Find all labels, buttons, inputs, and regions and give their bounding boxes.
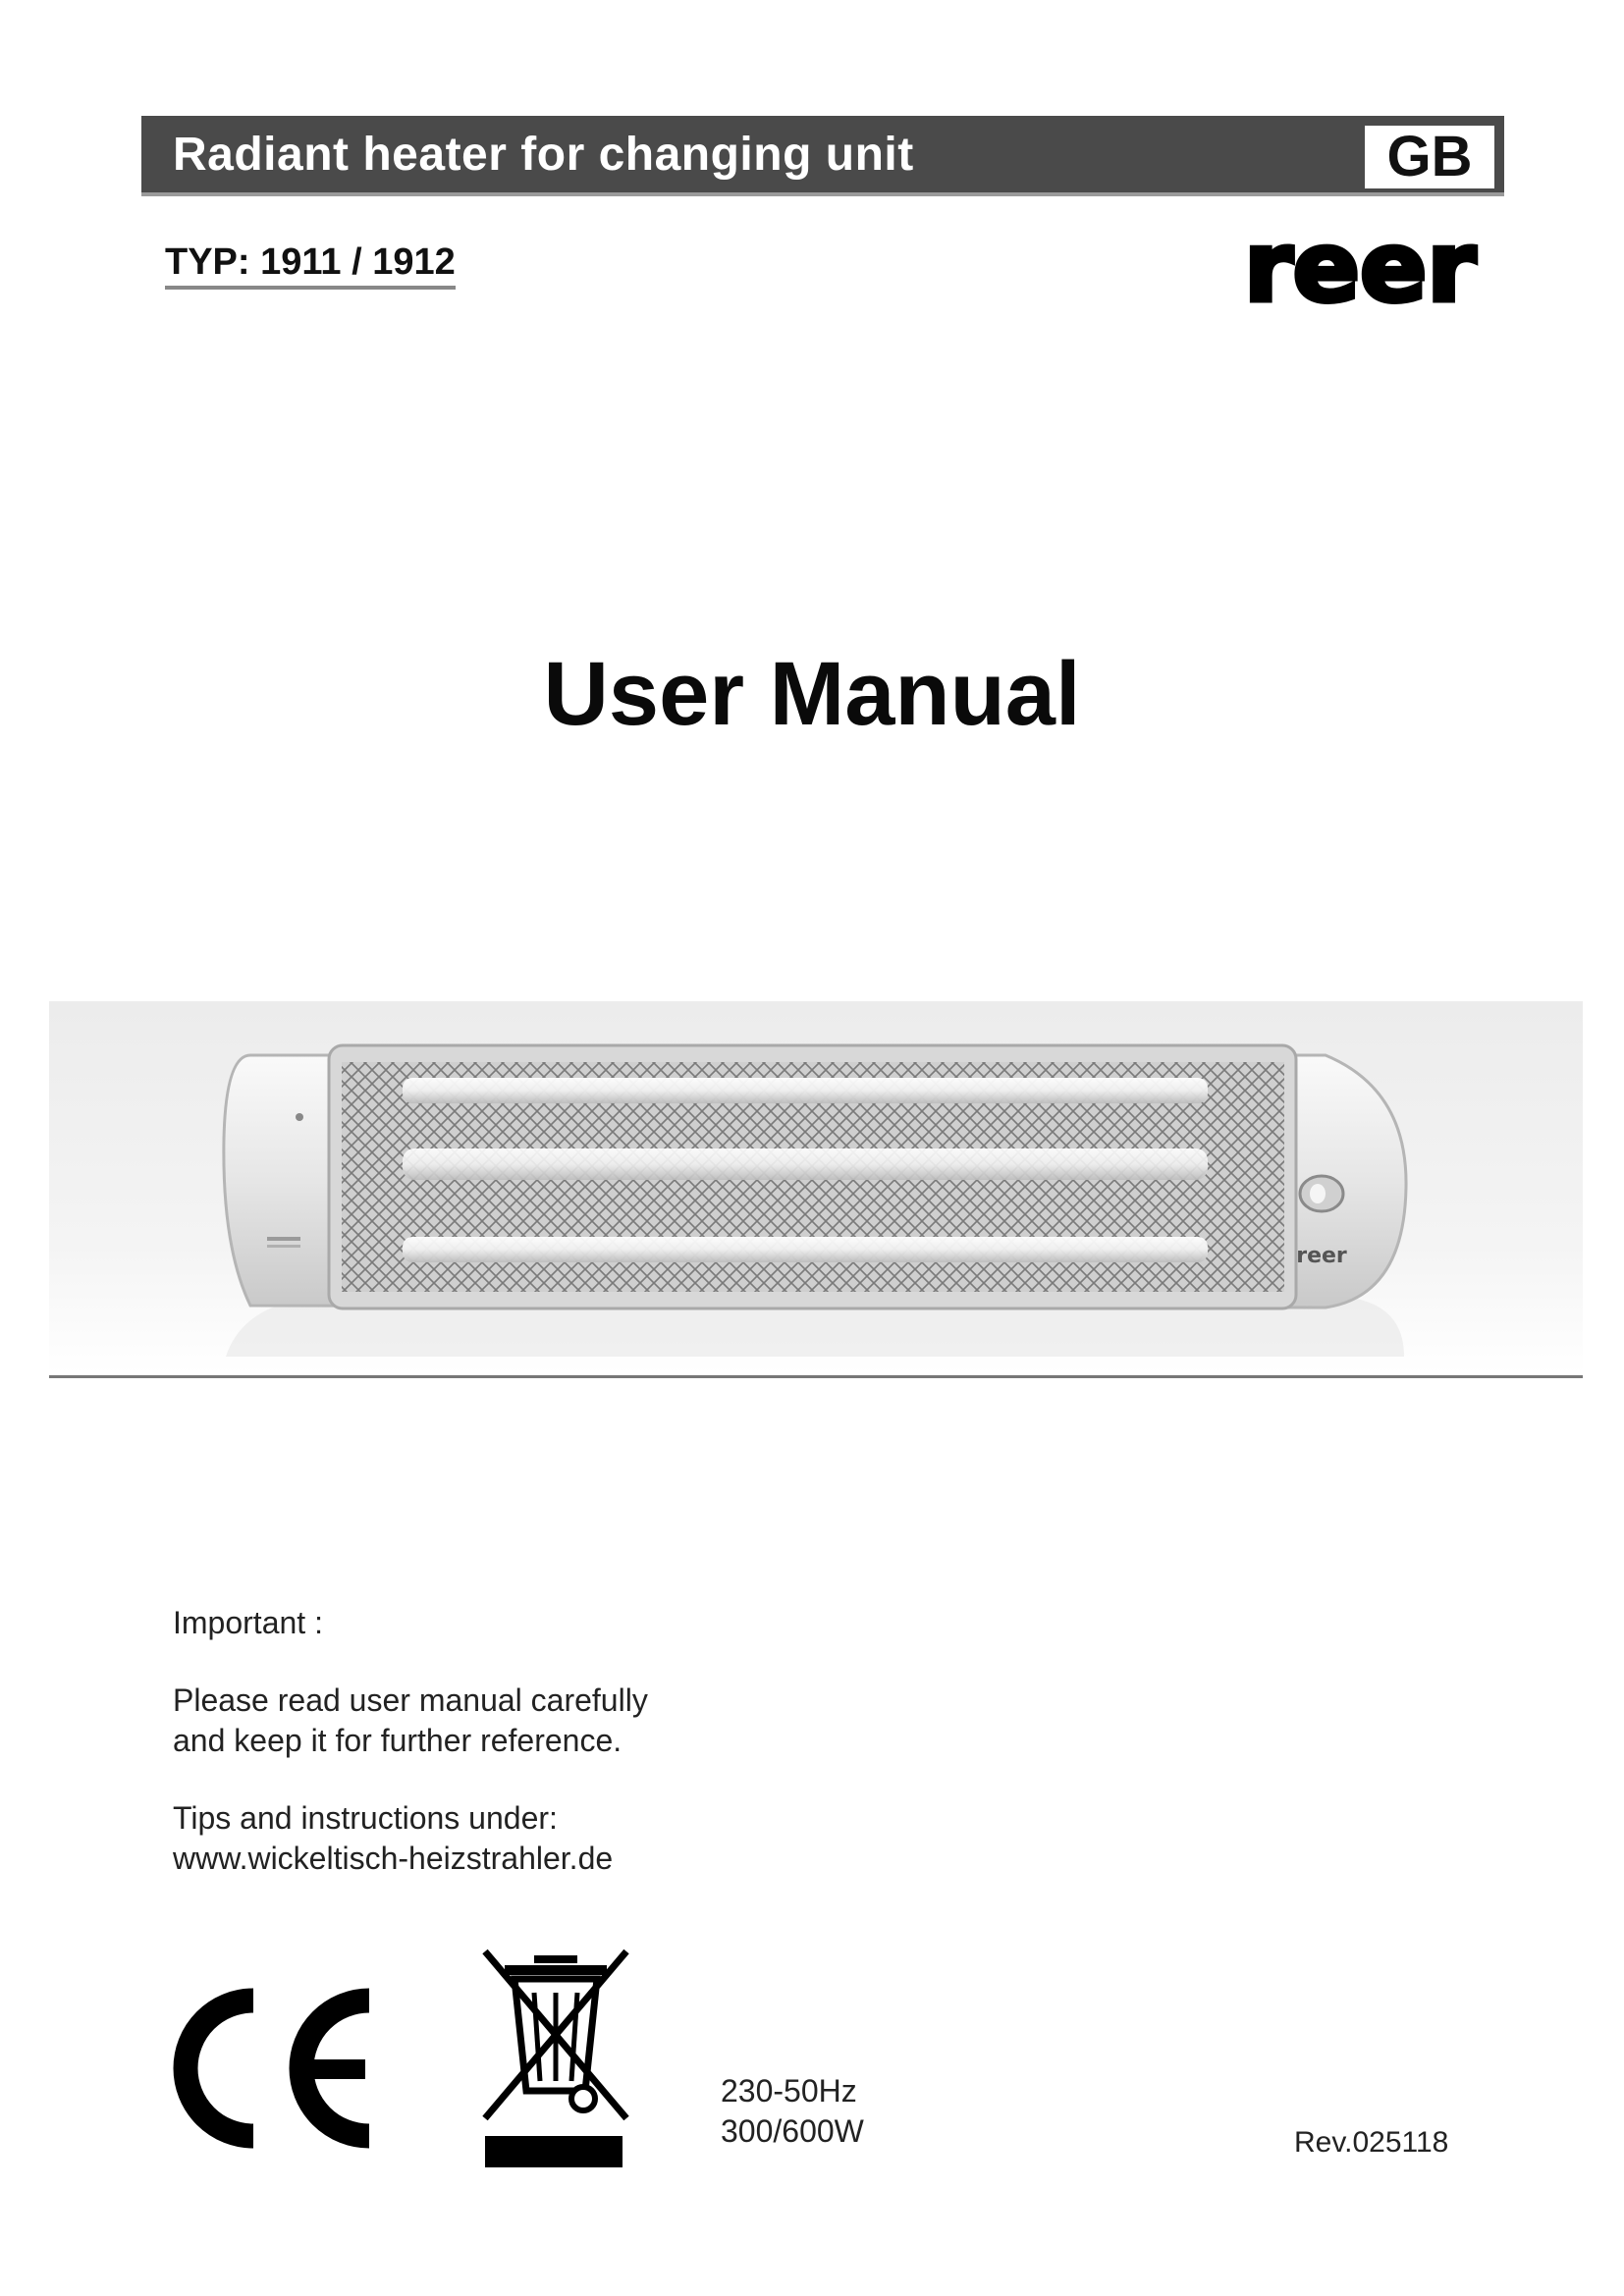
tips-line: Tips and instructions under: — [173, 1800, 558, 1836]
tips-instruction — [173, 1798, 648, 1879]
website-link[interactable]: www.wickeltisch-heizstrahler.de — [173, 1841, 614, 1876]
product-brand-mark: reer — [1296, 1244, 1347, 1268]
notice-block — [173, 1603, 648, 1916]
read-instruction — [173, 1681, 648, 1761]
ce-mark-icon — [167, 1983, 385, 2154]
brand-logo — [1237, 236, 1483, 309]
weee-crossed-bin-icon — [477, 1944, 634, 2169]
photo-divider — [49, 1375, 1583, 1378]
header-title: Radiant heater for changing unit — [173, 129, 914, 181]
read-line-2: and keep it for further reference. — [173, 1723, 623, 1758]
read-line-1: Please read user manual carefully — [173, 1682, 648, 1718]
spec-voltage: 230-50Hz — [721, 2073, 857, 2109]
spec-power: 300/600W — [721, 2113, 864, 2149]
revision-label: Rev.025118 — [1294, 2126, 1449, 2159]
model-type-label: TYP: 1911 / 1912 — [165, 241, 456, 290]
document-title: User Manual — [543, 644, 1081, 744]
header-bar — [141, 116, 1504, 196]
country-code-badge: GB — [1365, 126, 1494, 188]
brand-logo-text: reer — [1244, 236, 1477, 309]
electrical-specs — [721, 2071, 864, 2152]
product-image — [49, 1001, 1583, 1374]
notice-heading: Important : — [173, 1605, 323, 1640]
